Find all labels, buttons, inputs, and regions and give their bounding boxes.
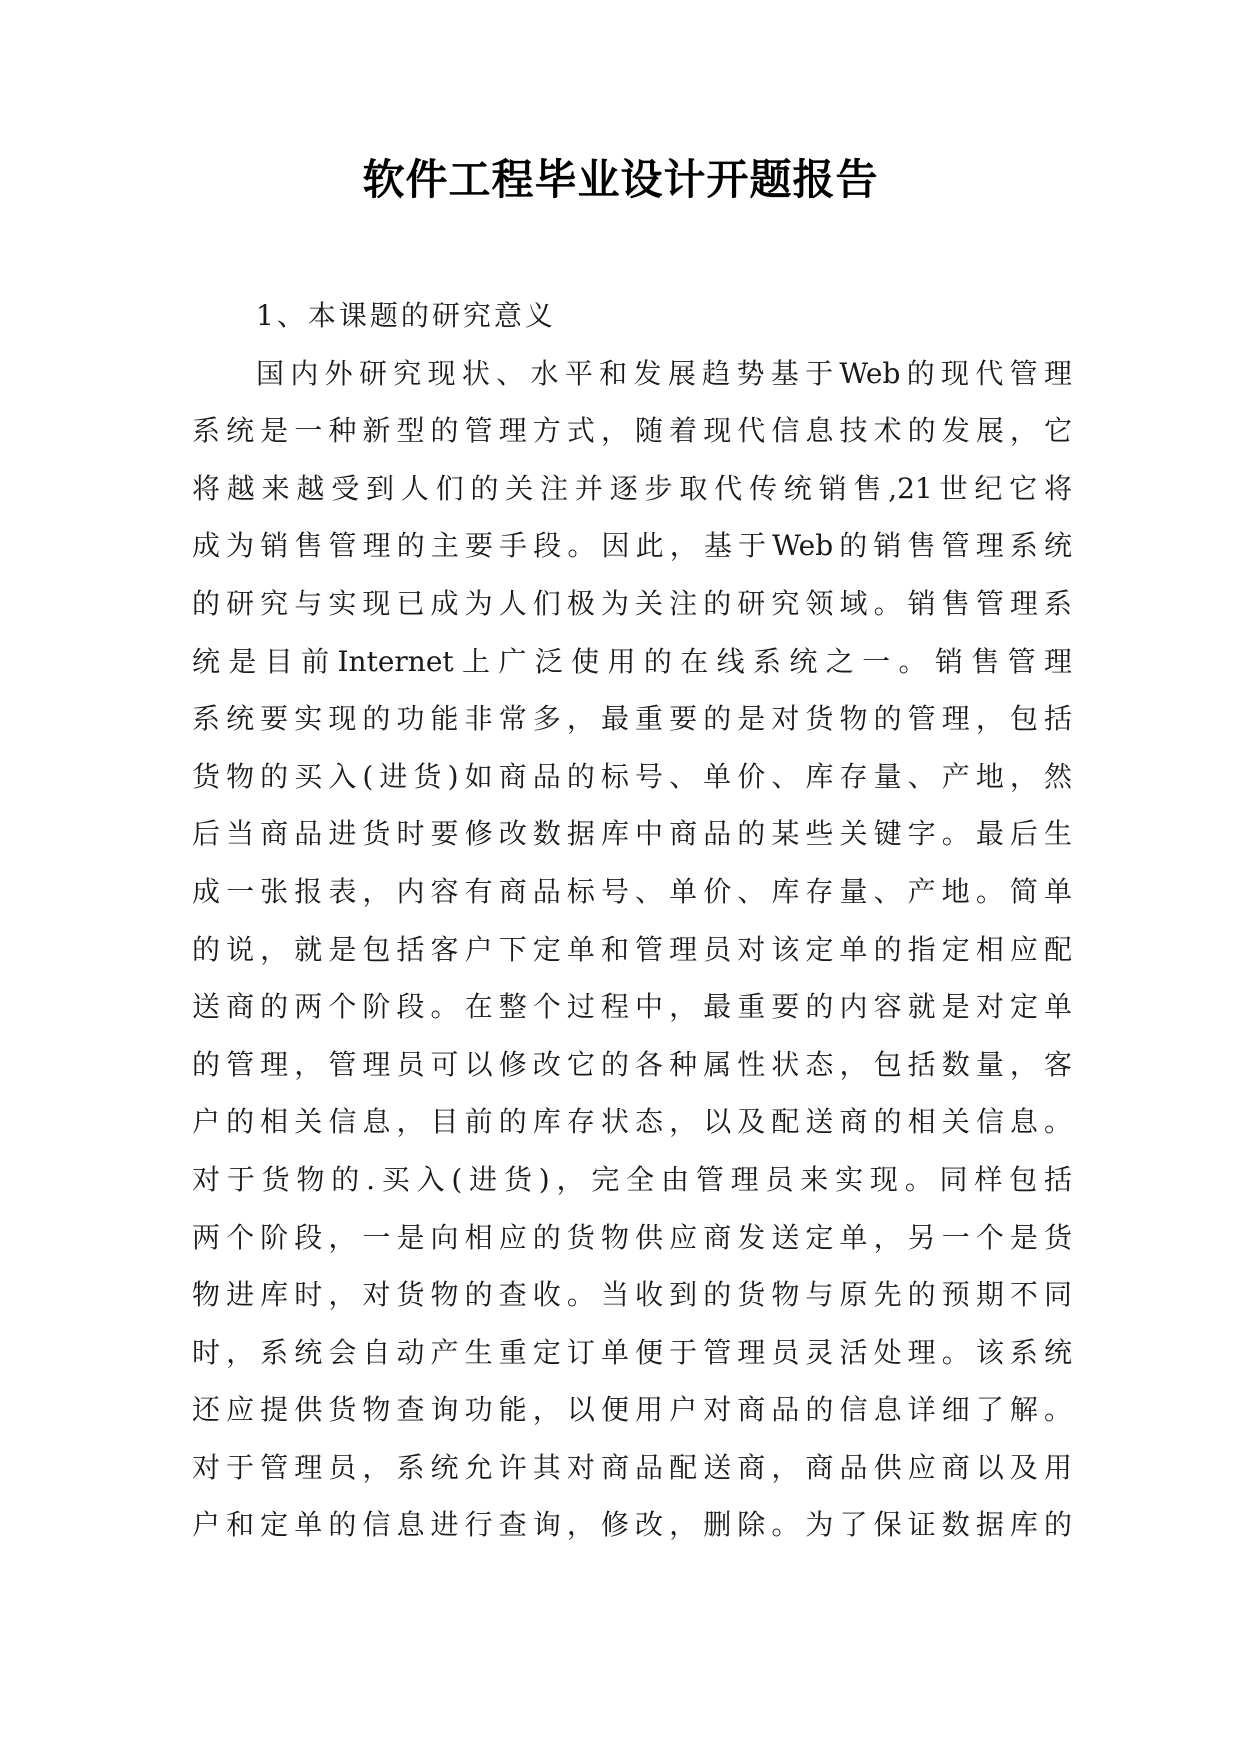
paragraph-line: 成一张报表，内容有商品标号、单价、库存量、产地。简单 <box>192 874 1072 908</box>
paragraph-line: 后当商品进货时要修改数据库中商品的某些关键字。最后生 <box>192 817 1072 851</box>
paragraph-line: 送商的两个阶段。在整个过程中，最重要的内容就是对定单 <box>192 990 1072 1024</box>
paragraph-line: 系统要实现的功能非常多，最重要的是对货物的管理，包括 <box>192 702 1072 736</box>
paragraph-line: 对于管理员，系统允许其对商品配送商，商品供应商以及用 <box>192 1450 1072 1484</box>
paragraph-line: 统是目前Internet上广泛使用的在线系统之一。销售管理 <box>192 644 1072 678</box>
document-body <box>192 287 1072 1554</box>
paragraph-line: 系统是一种新型的管理方式，随着现代信息技术的发展，它 <box>192 414 1072 448</box>
paragraph-line: 的研究与实现已成为人们极为关注的研究领域。销售管理系 <box>192 586 1072 620</box>
paragraph-line: 还应提供货物查询功能，以便用户对商品的信息详细了解。 <box>192 1393 1072 1427</box>
paragraph-line: 物进库时，对货物的查收。当收到的货物与原先的预期不同 <box>192 1278 1072 1312</box>
paragraph-line: 成为销售管理的主要手段。因此，基于Web的销售管理系统 <box>192 529 1072 563</box>
paragraph-line: 对于货物的.买入(进货)，完全由管理员来实现。同样包括 <box>192 1162 1072 1196</box>
paragraph-line: 时，系统会自动产生重定订单便于管理员灵活处理。该系统 <box>192 1335 1072 1369</box>
paragraph-line: 的说，就是包括客户下定单和管理员对该定单的指定相应配 <box>192 932 1072 966</box>
paragraph-line: 两个阶段，一是向相应的货物供应商发送定单，另一个是货 <box>192 1220 1072 1254</box>
paragraph-line: 货物的买入(进货)如商品的标号、单价、库存量、产地，然 <box>192 759 1072 793</box>
paragraph-line: 国内外研究现状、水平和发展趋势基于Web的现代管理 <box>256 356 1072 390</box>
paragraph-line: 户和定单的信息进行查询，修改，删除。为了保证数据库的 <box>192 1508 1072 1542</box>
section-heading: 1、本课题的研究意义 <box>256 299 556 332</box>
paragraph-line: 将越来越受到人们的关注并逐步取代传统销售,21世纪它将 <box>192 471 1072 505</box>
paragraph-line: 的管理，管理员可以修改它的各种属性状态，包括数量，客 <box>192 1047 1072 1081</box>
document-title: 软件工程毕业设计开题报告 <box>362 155 879 204</box>
paragraph-line: 户的相关信息，目前的库存状态，以及配送商的相关信息。 <box>192 1105 1072 1139</box>
